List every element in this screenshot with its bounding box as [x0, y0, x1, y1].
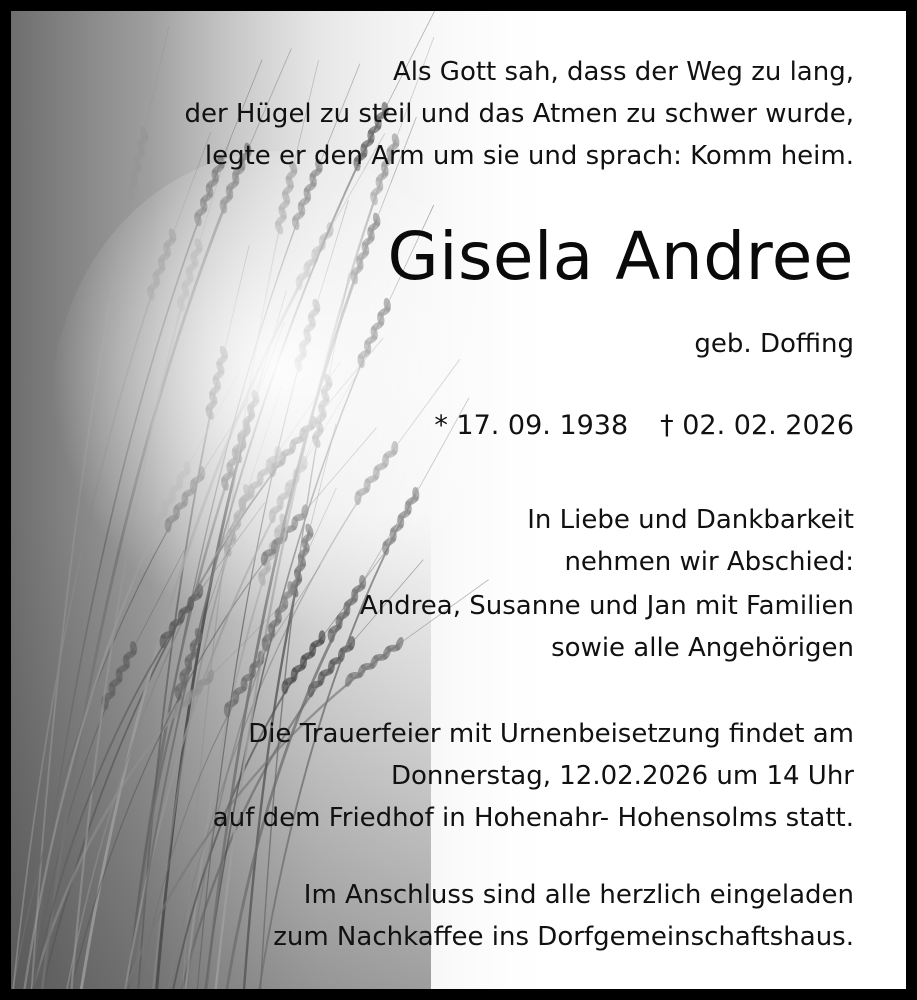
deceased-name: Gisela Andree: [387, 218, 854, 295]
verse-line: legte er den Arm um sie und sprach: Komm heim.: [204, 141, 854, 171]
service-line: Die Trauerfeier mit Urnenbeisetzung findet am: [248, 719, 854, 749]
reception-invitation: [273, 874, 854, 958]
verse-line: Als Gott sah, dass der Weg zu lang,: [392, 57, 854, 87]
verse-line: der Hügel zu steil und das Atmen zu schwer wurde,: [184, 99, 854, 129]
mourners-line: Andrea, Susanne und Jan mit Familien: [359, 591, 854, 621]
farewell-line: nehmen wir Abschied:: [564, 547, 854, 577]
funeral-service-info: [213, 713, 854, 839]
reception-line: zum Nachkaffee ins Dorfgemeinschaftshaus.: [273, 922, 854, 952]
life-dates: [434, 406, 854, 446]
farewell-line: In Liebe und Dankbarkeit: [527, 505, 854, 535]
death-date: † 02. 02. 2026: [660, 410, 854, 441]
farewell-text: [527, 499, 854, 583]
mourners: [360, 585, 854, 669]
maiden-name: geb. Doffing: [694, 329, 854, 359]
reception-line: Im Anschluss sind alle herzlich eingeladen: [303, 880, 854, 910]
service-line: Donnerstag, 12.02.2026 um 14 Uhr: [390, 761, 854, 791]
birth-date: * 17. 09. 1938: [434, 410, 629, 441]
service-line: auf dem Friedhof in Hohenahr- Hohensolms statt.: [212, 803, 854, 833]
verse: [184, 51, 854, 177]
mourners-line: sowie alle Angehörigen: [551, 633, 854, 663]
